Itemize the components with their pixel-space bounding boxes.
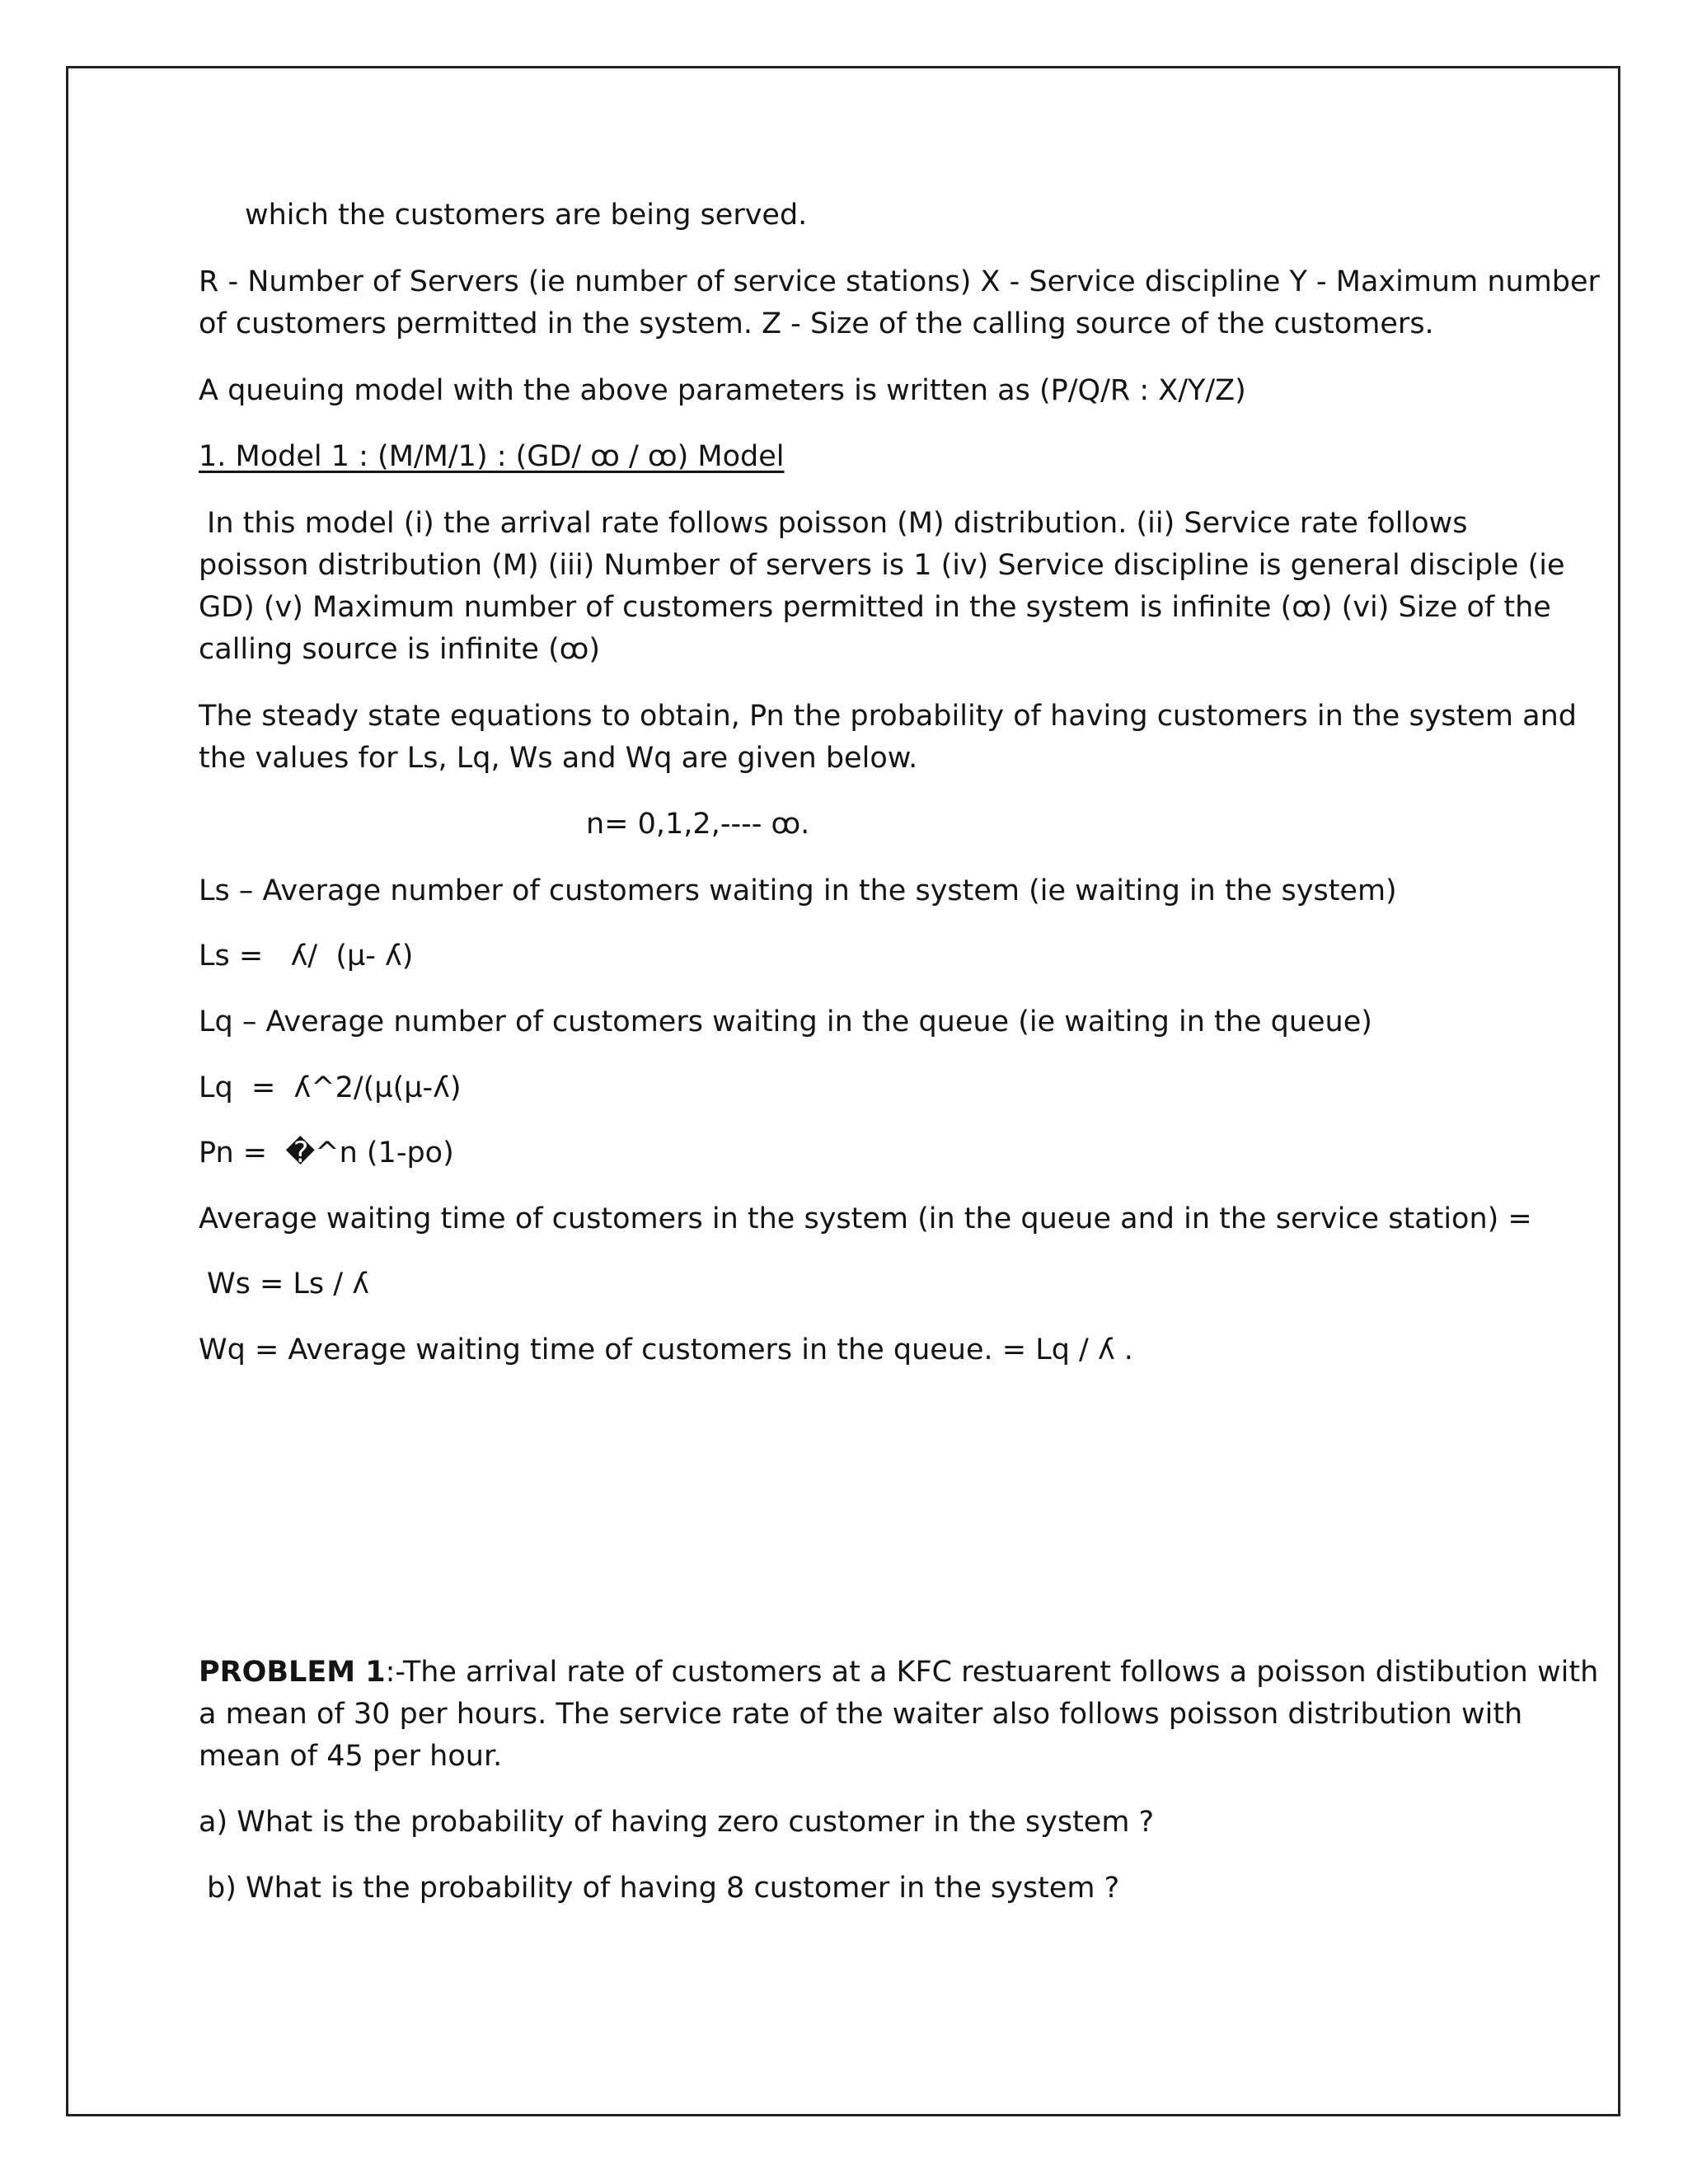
model-format-text: A queuing model with the above parameters is written as (P/Q/R : X/Y/Z) xyxy=(199,374,1246,407)
ls-formula: Ls = ʎ/ (µ- ʎ) xyxy=(199,940,414,972)
n-range-equation: n= 0,1,2,---- ꝏ. xyxy=(586,808,810,841)
problem-line-3: mean of 45 per hour. xyxy=(199,1740,503,1773)
model-desc-line-1: In this model (i) the arrival rate follows poisson (M) distribution. (ii) Service rate follows xyxy=(207,507,1468,540)
model-desc-line-3: GD) (v) Maximum number of customers permitted in the system is infinite (ꝏ) (vi) Size of the xyxy=(199,591,1551,624)
question-a: a) What is the probability of having zero customer in the system ? xyxy=(199,1806,1155,1839)
model-desc-line-2: poisson distribution (M) (iii) Number of servers is 1 (iv) Service discipline is general disciple (ie xyxy=(199,549,1565,582)
lq-formula: Lq = ʎ^2/(µ(µ-ʎ) xyxy=(199,1071,462,1104)
ws-formula: Ws = Ls / ʎ xyxy=(207,1268,369,1301)
ls-definition: Ls – Average number of customers waiting in the system (ie waiting in the system) xyxy=(199,874,1397,907)
model-heading: 1. Model 1 : (M/M/1) : (GD/ ꝏ / ꝏ) Model xyxy=(199,440,785,473)
steady-state-line-1: The steady state equations to obtain, Pn the probability of having customers in the system and xyxy=(199,700,1577,733)
steady-state-line-2: the values for Ls, Lq, Ws and Wq are given below. xyxy=(199,742,918,775)
continuation-text: which the customers are being served. xyxy=(245,199,808,232)
problem-line-2: a mean of 30 per hours. The service rate of the waiter also follows poisson distribution with xyxy=(199,1698,1523,1731)
lq-definition: Lq – Average number of customers waiting in the queue (ie waiting in the queue) xyxy=(199,1005,1372,1038)
wq-formula: Wq = Average waiting time of customers in the queue. = Lq / ʎ . xyxy=(199,1333,1133,1366)
question-b: b) What is the probability of having 8 customer in the system ? xyxy=(207,1872,1120,1905)
notation-line-2: of customers permitted in the system. Z - Size of the calling source of the customers. xyxy=(199,307,1434,340)
notation-line-1: R - Number of Servers (ie number of service stations) X - Service discipline Y - Maximum number xyxy=(199,265,1600,298)
model-desc-line-4: calling source is infinite (ꝏ) xyxy=(199,633,601,666)
pn-formula: Pn = �^n (1-po) xyxy=(199,1137,454,1169)
problem-label: PROBLEM 1 xyxy=(199,1656,386,1689)
problem-line-1 xyxy=(199,1652,1598,1694)
problem-text-1: :-The arrival rate of customers at a KFC restuarent follows a poisson distibution with xyxy=(385,1656,1599,1689)
avg-wait-system-text: Average waiting time of customers in the system (in the queue and in the service station) = xyxy=(199,1202,1532,1235)
